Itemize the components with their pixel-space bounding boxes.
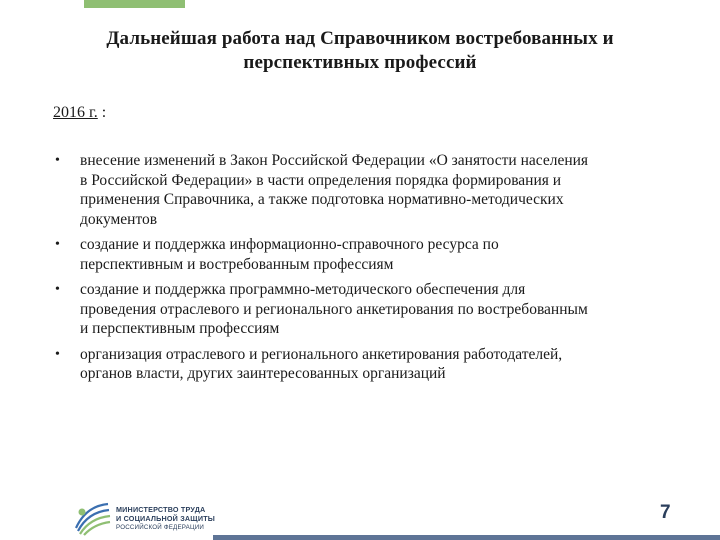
footer-bar	[213, 535, 720, 540]
year-label: 2016 г.	[53, 104, 98, 121]
ministry-line-1: МИНИСТЕРСТВО ТРУДА	[116, 505, 206, 514]
title-line-2: перспективных профессий	[243, 52, 477, 73]
slide-title	[40, 27, 680, 75]
bullet-line: организация отраслевого и регионального анкетирования работодателей,	[80, 345, 563, 363]
bullet-dot-icon: •	[55, 346, 60, 362]
bullet-item	[52, 151, 682, 229]
ministry-name	[116, 505, 215, 532]
year-heading	[53, 103, 106, 123]
page-number: 7	[660, 502, 671, 523]
bullet-item	[52, 345, 682, 384]
bullet-dot-icon: •	[55, 237, 60, 252]
bullet-line: органов власти, других заинтересованных организаций	[80, 365, 446, 382]
ministry-logo-icon	[72, 498, 112, 536]
bullet-dot-icon: •	[55, 282, 60, 297]
bullet-line: создание и поддержка информационно-справочного ресурса по	[80, 236, 499, 253]
year-suffix: :	[97, 104, 107, 121]
bullet-line: создание и поддержка программно-методического обеспечения для	[80, 281, 526, 298]
bullet-line: и перспективным профессиям	[80, 320, 280, 337]
bullet-item	[52, 235, 682, 274]
bullet-item	[52, 280, 682, 339]
ministry-line-3: РОССИЙСКОЙ ФЕДЕРАЦИИ	[116, 524, 205, 531]
ministry-line-2: И СОЦИАЛЬНОЙ ЗАЩИТЫ	[116, 514, 216, 523]
title-line-1: Дальнейшая работа над Справочником востребованных и	[106, 28, 614, 49]
top-accent-bar	[84, 0, 185, 8]
bullet-line: в Российской Федерации» в части определения порядка формирования и	[80, 171, 562, 189]
bullet-list	[52, 151, 682, 390]
bullet-line: перспективным и востребованным профессиям	[80, 255, 394, 273]
bullet-line: проведения отраслевого и регионального анкетирования по востребованным	[80, 300, 588, 318]
bullet-line: внесение изменений в Закон Российской Федерации «О занятости населения	[80, 152, 589, 169]
bullet-line: документов	[80, 210, 158, 228]
bullet-line: применения Справочника, а также подготовка нормативно-методических	[80, 191, 564, 208]
bullet-dot-icon: •	[55, 153, 60, 168]
